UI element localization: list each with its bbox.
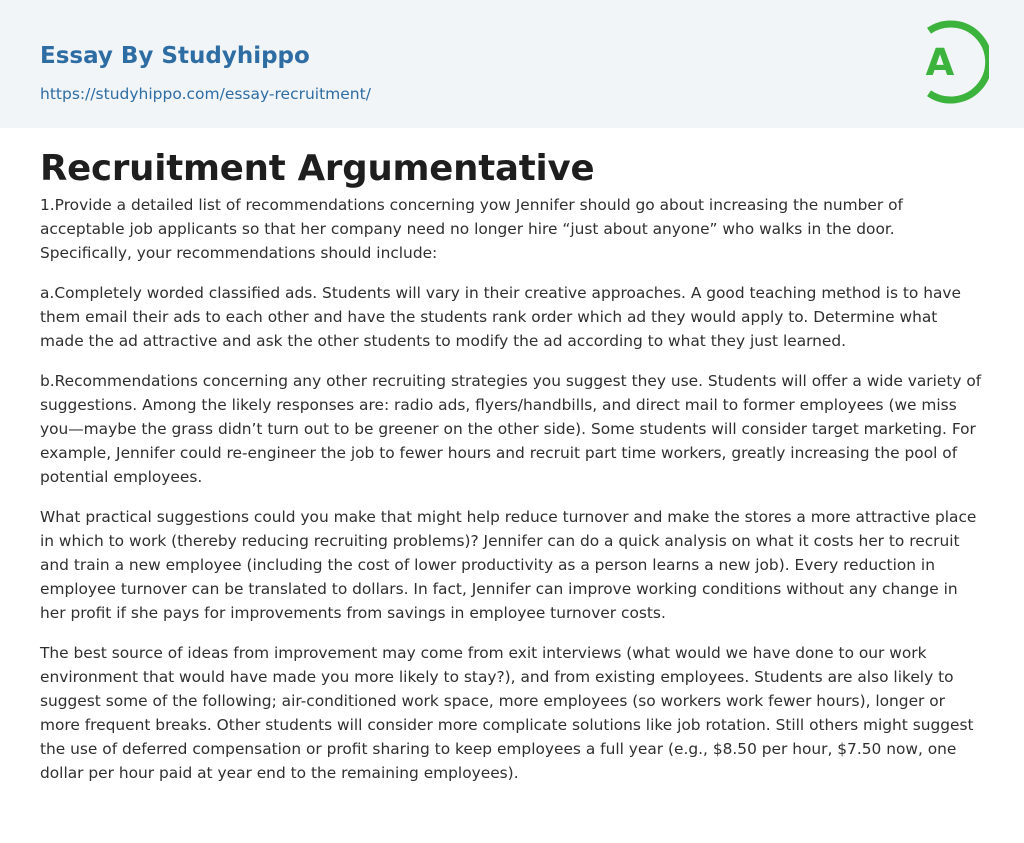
brand-title: Essay By Studyhippo — [40, 43, 310, 69]
site-header — [0, 0, 1024, 128]
article — [0, 147, 1024, 785]
article-paragraph: What practical suggestions could you make that might help reduce turnover and make the stores a more attractive place in which to work (thereby reducing recruiting problems)? Jennifer can do a quick analysis on what it costs her to recruit and train a new employee (including the cost of lower productivity as a person learns a new job). Every reduction in employee turnover can be translated to dollars. In fact, Jennifer can improve working conditions without any change in her profit if she pays for improvements from savings in employee turnover costs. — [40, 508, 977, 622]
studyhippo-logo-icon[interactable] — [905, 18, 989, 106]
article-paragraph: 1.Provide a detailed list of recommendations concerning yow Jennifer should go about increasing the number of acceptable job applicants so that her company need no longer hire “just about anyone” who walks in the door. Specifically, your recommendations should include: — [40, 196, 903, 262]
page-title: Recruitment Argumentative — [40, 148, 595, 189]
article-paragraph: The best source of ideas from improvement may come from exit interviews (what would we have done to our work environment that would have made you more likely to stay?), and from existing employees. Students are also likely to suggest some of the following; air-conditioned work space, more employees (so workers work fewer hours), longer or more frequent breaks. Other students will consider more complicate solutions like job rotation. Still others might suggest the use of deferred compensation or profit sharing to keep employees a full year (e.g., $8.50 per hour, $7.50 now, one dollar per hour paid at year end to the remaining employees). — [40, 644, 974, 782]
logo-letter: A — [925, 41, 955, 84]
article-paragraph: b.Recommendations concerning any other recruiting strategies you suggest they use. Students will offer a wide variety of suggestions. Among the likely responses are: radio ads, flyers/handbills, and direct mail to former employees (we miss you—maybe the grass didn’t turn out to be greener on the other side). Some students will consider target marketing. For example, Jennifer could re-engineer the job to fewer hours and recruit part time workers, greatly increasing the pool of potential employees. — [40, 372, 982, 486]
article-paragraph: a.Completely worded classified ads. Students will vary in their creative approaches. A good teaching method is to have them email their ads to each other and have the students rank order which ad they would apply to. Determine what made the ad attractive and ask the other students to modify the ad according to what they just learned. — [40, 284, 961, 350]
source-url-link[interactable]: https://studyhippo.com/essay-recruitment/ — [40, 85, 371, 103]
